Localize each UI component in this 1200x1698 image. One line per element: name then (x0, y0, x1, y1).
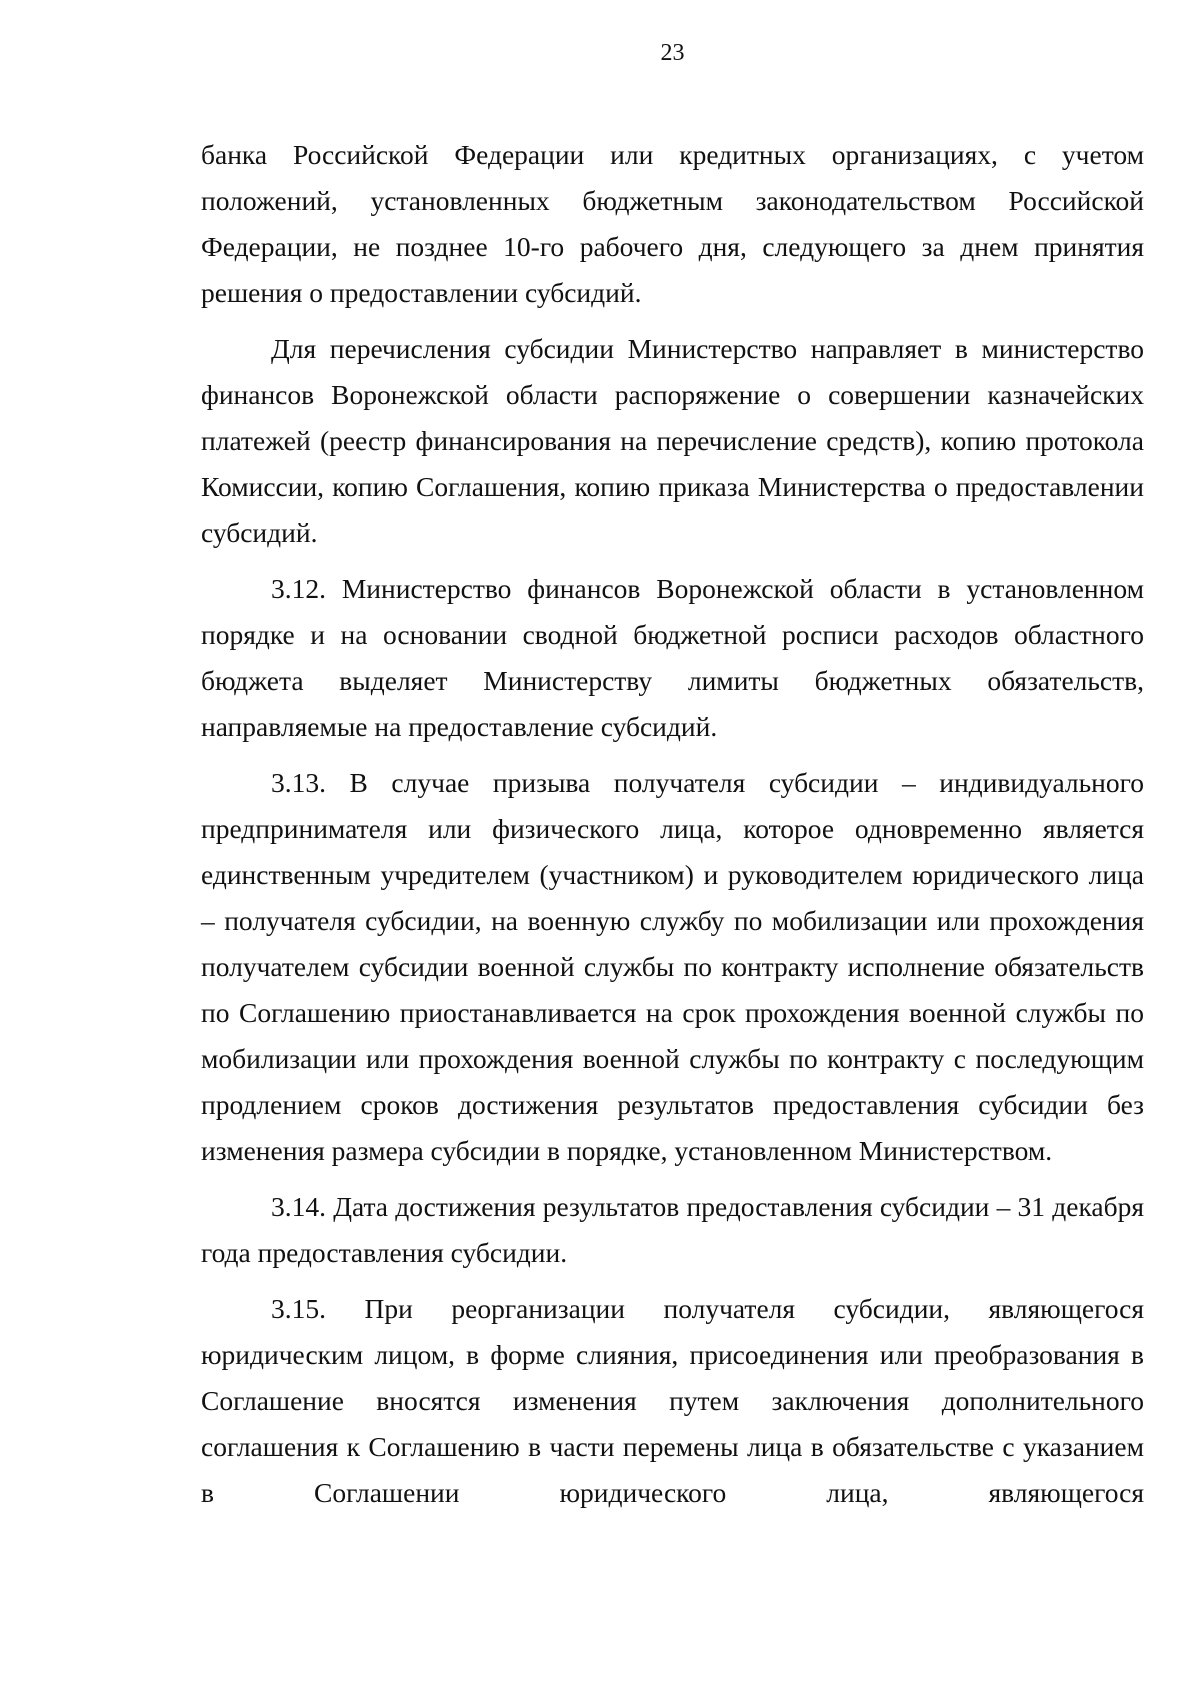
document-body (201, 132, 1144, 1516)
paragraph-3-14: 3.14. Дата достижения результатов предоставления субсидии – 31 декабря года предоставления субсидии. (201, 1191, 1144, 1268)
page-number: 23 (660, 40, 685, 66)
paragraph-bank-continuation: банка Российской Федерации или кредитных организациях, с учетом положений, установленных бюджетным законодательством Российской Федерации, не позднее 10-го рабочего дня, следующего за днем принятия решения о предоставлении субсидий. (201, 139, 1144, 308)
paragraph-3-12: 3.12. Министерство финансов Воронежской области в установленном порядке и на основании сводной бюджетной росписи расходов областного бюджета выделяет Министерству лимиты бюджетных обязательств, направляемые на предоставление субсидий. (201, 573, 1144, 742)
paragraph-3-15: 3.15. При реорганизации получателя субсидии, являющегося юридическим лицом, в форме слияния, присоединения или преобразования в Соглашение вносятся изменения путем заключения дополнительного соглашения к Соглашению в части перемены лица в обязательстве с указанием в Соглашении юридического лица, являющегося (201, 1293, 1144, 1508)
paragraph-3-13: 3.13. В случае призыва получателя субсидии – индивидуального предпринимателя или физического лица, которое одновременно является единственным учредителем (участником) и руководителем юридического лица – получателя субсидии, на военную службу по мобилизации или прохождения получателем субсидии военной службы по контракту исполнение обязательств по Соглашению приостанавливается на срок прохождения военной службы по мобилизации или прохождения военной службы по контракту с последующим продлением сроков достижения результатов предоставления субсидии без изменения размера субсидии в порядке, установленном Министерством. (201, 767, 1144, 1166)
paragraph-transfer-procedure: Для перечисления субсидии Министерство направляет в министерство финансов Воронежской области распоряжение о совершении казначейских платежей (реестр финансирования на перечисление средств), копию протокола Комиссии, копию Соглашения, копию приказа Министерства о предоставлении субсидий. (201, 333, 1144, 548)
